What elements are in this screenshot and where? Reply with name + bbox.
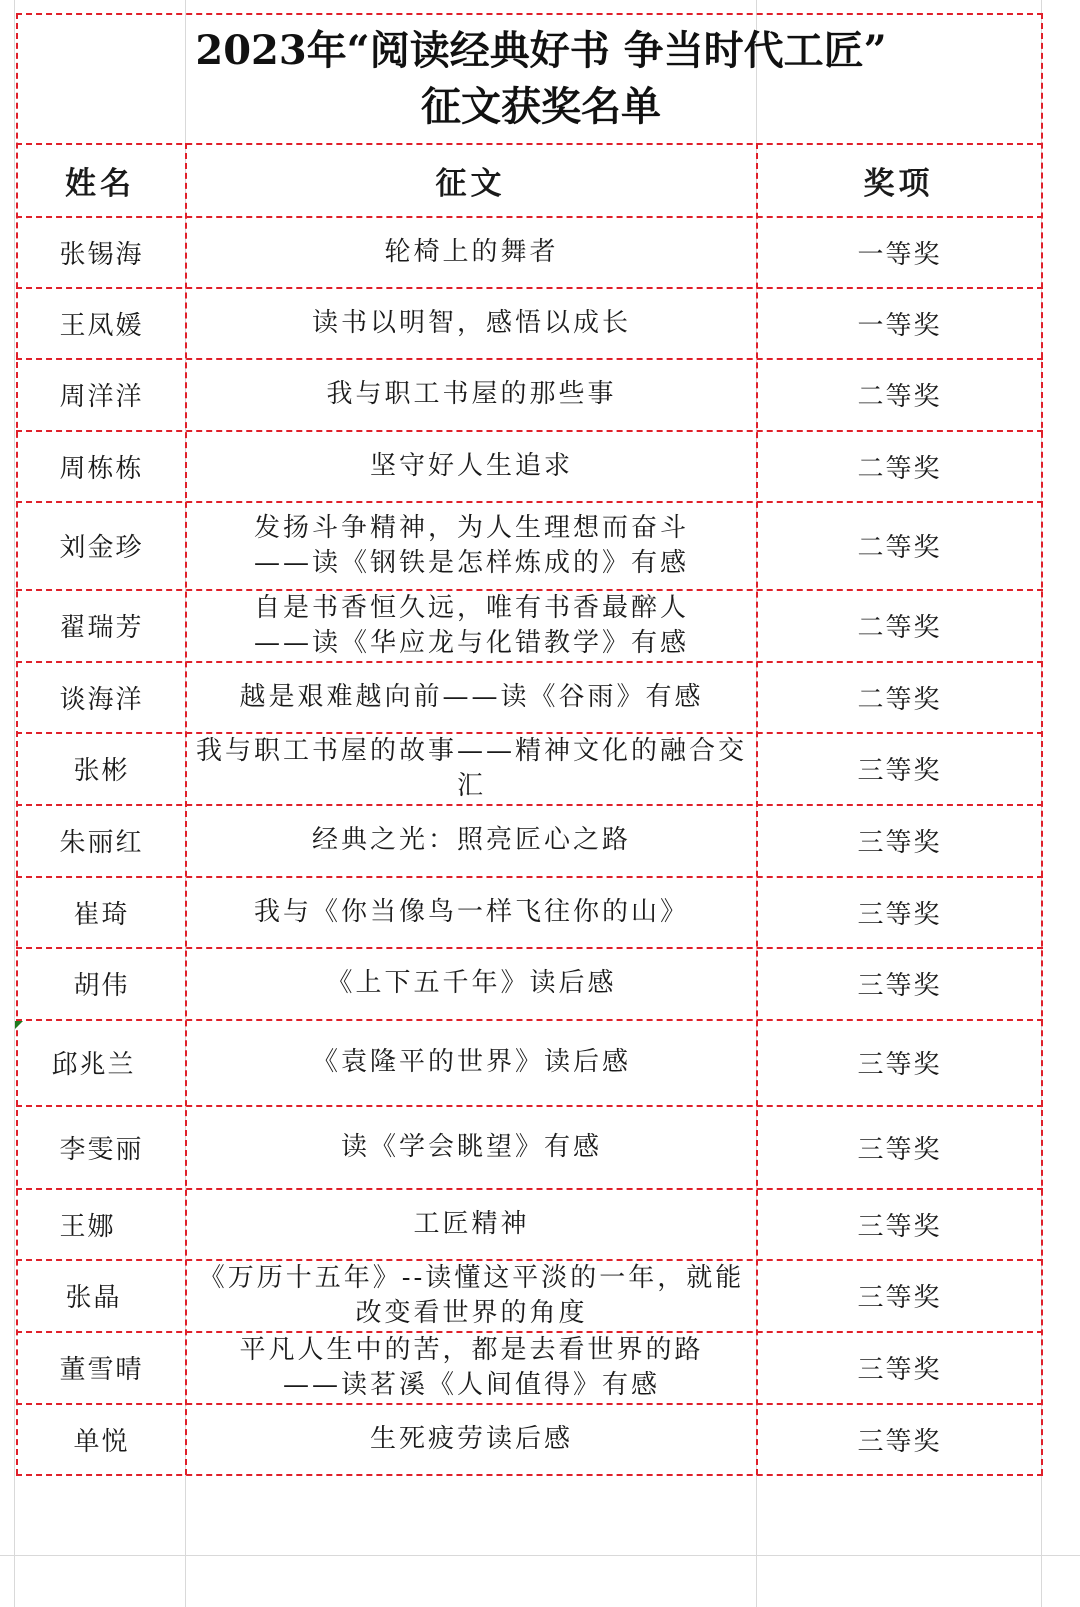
name-cell [18, 1404, 185, 1474]
award-cell [758, 1106, 1041, 1188]
essay-title-line: 《袁隆平的世界》读后感 [311, 1047, 631, 1077]
essay-title-line: 坚守好人生追求 [369, 450, 573, 481]
name-cell [18, 662, 185, 732]
essay-cell [187, 1260, 756, 1331]
award-level: 二等奖 [857, 533, 942, 563]
cell-comment-marker [15, 1021, 23, 1029]
essay-cell [187, 733, 756, 804]
award-level: 三等奖 [857, 899, 942, 930]
essay-title-line: 发扬斗争精神，为人生理想而奋斗 [253, 512, 689, 543]
title-line-1: 2023年“阅读经典好书 争当时代工匠” [195, 27, 887, 74]
winner-name: 张彬 [73, 756, 130, 786]
award-cell [758, 733, 1041, 804]
award-level: 二等奖 [857, 382, 942, 412]
award-level: 三等奖 [857, 1426, 942, 1457]
name-cell [18, 805, 185, 876]
name-cell [18, 1020, 185, 1105]
award-cell [758, 805, 1041, 876]
gridline [14, 0, 15, 1607]
essay-cell [187, 1020, 756, 1105]
essay-cell [187, 805, 756, 876]
winner-name: 周栋栋 [59, 453, 144, 484]
award-cell [758, 948, 1041, 1019]
gridline [0, 1555, 1080, 1556]
winner-name: 周洋洋 [59, 382, 144, 412]
award-cell [758, 1260, 1041, 1331]
title-line-2: 征文获奖名单 [421, 83, 661, 130]
name-cell [18, 1260, 185, 1331]
winner-name: 张晶 [65, 1283, 122, 1313]
header-name [16, 144, 184, 216]
essay-title-line: 读《学会眺望》有感 [340, 1131, 602, 1162]
essay-cell [187, 359, 756, 430]
essay-title-line: 我与职工书屋的那些事 [326, 379, 617, 409]
essay-title-line: 生死疲劳读后感 [369, 1423, 573, 1454]
header-essay [186, 144, 755, 216]
essay-title-line: ——读茗溪《人间值得》有感 [282, 1369, 660, 1400]
award-level: 三等奖 [857, 1211, 942, 1242]
essay-cell [187, 1332, 756, 1403]
award-level: 三等奖 [857, 1355, 942, 1385]
header-award [757, 144, 1040, 216]
essay-title-line: 我与职工书屋的故事——精神文化的融合交 [195, 735, 747, 766]
winner-name: 董雪晴 [59, 1355, 144, 1385]
essay-cell [187, 877, 756, 947]
name-cell [18, 733, 185, 804]
essay-title-line: ——读《华应龙与化错教学》有感 [253, 627, 689, 658]
winner-name: 张锡海 [59, 239, 144, 270]
winner-name: 胡伟 [73, 971, 130, 1001]
essay-title-line: 自是书香恒久远，唯有书香最醉人 [253, 592, 689, 623]
header-name-label: 姓名 [65, 165, 135, 202]
essay-cell [187, 662, 756, 732]
essay-title-line: 《万历十五年》--读懂这平淡的一年，就能 [198, 1262, 745, 1293]
essay-cell [187, 1404, 756, 1474]
winner-name: 谈海洋 [59, 684, 144, 715]
award-cell [758, 217, 1041, 287]
award-cell [758, 431, 1041, 501]
essay-cell [187, 1189, 756, 1259]
essay-cell [187, 1106, 756, 1188]
winner-name: 王娜 [59, 1211, 116, 1242]
award-level: 二等奖 [857, 613, 942, 643]
award-level: 三等奖 [857, 1134, 942, 1165]
award-level: 三等奖 [857, 1283, 942, 1313]
essay-title-line: 轮椅上的舞者 [384, 236, 559, 267]
award-cell [758, 590, 1041, 661]
winner-name: 李雯丽 [59, 1134, 144, 1165]
award-cell [758, 1404, 1041, 1474]
award-level: 三等奖 [857, 828, 942, 858]
essay-title-line: ——读《钢铁是怎样炼成的》有感 [253, 547, 689, 578]
award-cell [758, 1332, 1041, 1403]
winner-name: 邱兆兰 [51, 1050, 136, 1080]
essay-title-line: 经典之光：照亮匠心之路 [311, 825, 631, 855]
name-cell [18, 1189, 185, 1259]
winner-name: 崔琦 [73, 899, 130, 930]
award-level: 二等奖 [857, 453, 942, 484]
essay-title-line: 越是艰难越向前——读《谷雨》有感 [239, 681, 704, 712]
award-cell [758, 1020, 1041, 1105]
award-cell [758, 502, 1041, 589]
name-cell [18, 359, 185, 430]
name-cell [18, 431, 185, 501]
column-border [1041, 13, 1043, 1475]
essay-cell [187, 431, 756, 501]
award-level: 一等奖 [857, 239, 942, 270]
essay-cell [187, 217, 756, 287]
essay-title-line: 改变看世界的角度 [355, 1297, 588, 1328]
winner-name: 单悦 [73, 1426, 130, 1457]
award-level: 二等奖 [857, 684, 942, 715]
name-cell [18, 502, 185, 589]
document-title [16, 14, 1066, 144]
essay-title-line: 平凡人生中的苦，都是去看世界的路 [239, 1334, 704, 1365]
name-cell [18, 948, 185, 1019]
essay-cell [187, 502, 756, 589]
award-level: 三等奖 [857, 1050, 942, 1080]
essay-cell [187, 948, 756, 1019]
name-cell [18, 1332, 185, 1403]
award-cell [758, 359, 1041, 430]
essay-title-line: 汇 [456, 770, 486, 801]
winner-name: 刘金珍 [59, 533, 144, 563]
award-cell [758, 288, 1041, 358]
winner-name: 翟瑞芳 [59, 613, 144, 643]
name-cell [18, 217, 185, 287]
award-cell [758, 662, 1041, 732]
essay-title-line: 《上下五千年》读后感 [326, 968, 617, 998]
essay-title-line: 读书以明智，感悟以成长 [311, 307, 631, 338]
name-cell [18, 288, 185, 358]
winner-name: 王凤媛 [59, 310, 144, 341]
name-cell [18, 1106, 185, 1188]
essay-title-line: 我与《你当像鸟一样飞往你的山》 [253, 896, 689, 927]
name-cell [18, 590, 185, 661]
essay-cell [187, 288, 756, 358]
essay-title-line: 工匠精神 [413, 1208, 530, 1239]
row-border [16, 1474, 1043, 1476]
essay-cell [187, 590, 756, 661]
award-cell [758, 877, 1041, 947]
name-cell [18, 877, 185, 947]
award-level: 三等奖 [857, 756, 942, 786]
winner-name: 朱丽红 [59, 828, 144, 858]
award-level: 一等奖 [857, 310, 942, 341]
award-level: 三等奖 [857, 971, 942, 1001]
header-essay-label: 征文 [435, 165, 506, 202]
header-award-label: 奖项 [863, 165, 934, 202]
award-cell [758, 1189, 1041, 1259]
